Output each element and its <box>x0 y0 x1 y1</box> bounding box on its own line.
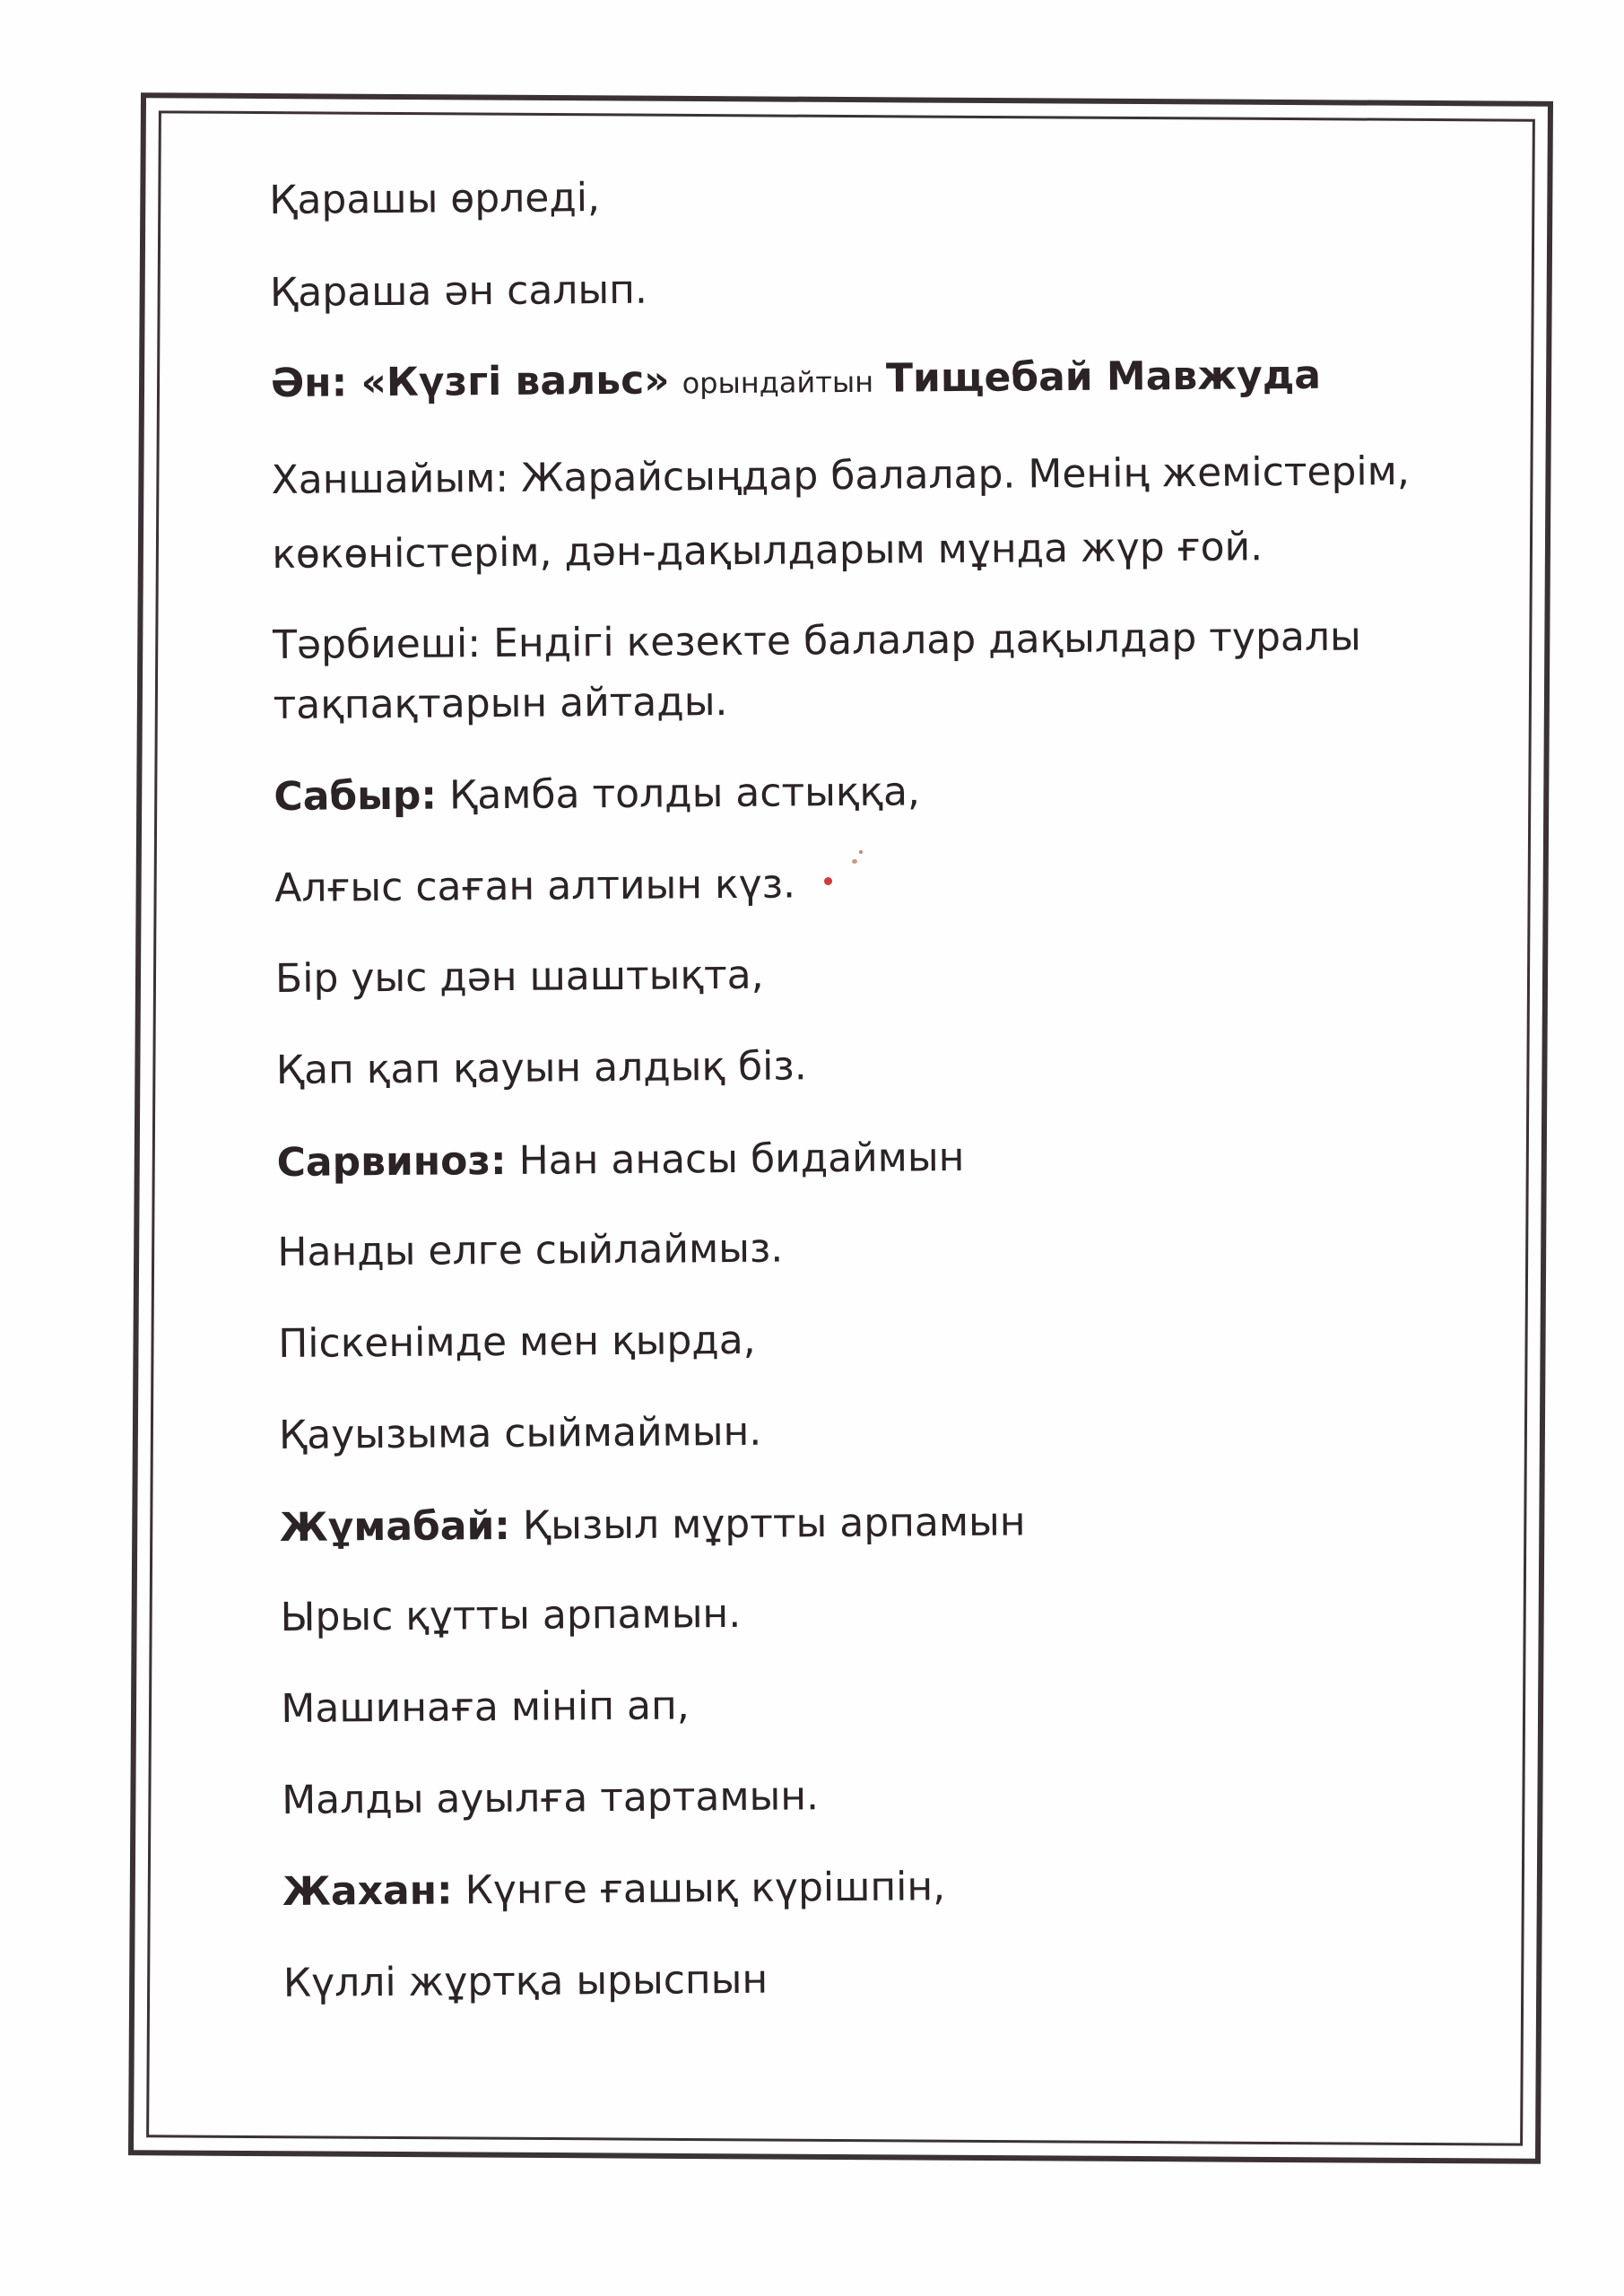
speaker-name: Жахан: <box>282 1867 453 1915</box>
text-line: Қап қап қауын алдық біз. <box>275 1043 807 1093</box>
text-line: Тәрбиеші: Ендігі кезекте балалар дақылдар туралы <box>272 613 1361 668</box>
verse-text: Қамба толды астыққа, <box>436 769 921 819</box>
text-line: Күллі жұртқа ырыспын <box>282 1956 769 2006</box>
text-line: Нанды елге сыйлаймыз. <box>277 1225 784 1275</box>
speaker-line <box>274 766 920 823</box>
speaker-name: Жұмабай: <box>279 1502 511 1551</box>
speaker-line <box>282 1861 946 1918</box>
text-line: тақпақтарын айтады. <box>273 679 728 728</box>
speaker-name: Сарвиноз: <box>276 1137 507 1186</box>
ink-speck <box>824 877 832 885</box>
text-line: Қауызыма сыймаймын. <box>278 1408 762 1458</box>
text-line: Машинаға мініп ап, <box>281 1683 690 1732</box>
verse-text: Қызыл мұртты арпамын <box>509 1499 1026 1549</box>
performer-name: Тищебай Мавжуда <box>885 352 1322 402</box>
text-line: Алғыс саған алтиын күз. <box>274 861 796 911</box>
text-line: Қарашы өрледі, <box>269 175 601 223</box>
song-title: Ән: «Күзгі вальс» <box>270 357 670 406</box>
speaker-line <box>276 1132 964 1189</box>
verse-text: Күнге ғашық күрішпін, <box>452 1864 946 1914</box>
text-line: Ырыс құтты арпамын. <box>280 1590 742 1640</box>
performer-label: орындайтын <box>682 364 874 401</box>
text-line: Бір уыс дән шаштықта, <box>274 952 764 1002</box>
text-line: көкөністерім, дән-дақылдарым мұнда жүр ғой. <box>272 524 1264 578</box>
ink-speck <box>852 859 857 864</box>
text-line: Ханшайым: Жарайсыңдар балалар. Менің жемістерім, <box>271 448 1411 503</box>
page-border-inner <box>146 110 1535 2145</box>
speaker-name: Сабыр: <box>274 772 438 820</box>
speaker-line <box>280 1496 1026 1554</box>
song-line <box>271 350 1322 413</box>
verse-text: Нан анасы бидаймын <box>506 1134 965 1184</box>
ink-speck <box>859 850 863 854</box>
text-line: Қараша ән салып. <box>269 266 648 316</box>
text-line: Малды ауылға тартамын. <box>282 1773 820 1823</box>
text-line: Піскенімде мен қырда, <box>278 1317 756 1367</box>
